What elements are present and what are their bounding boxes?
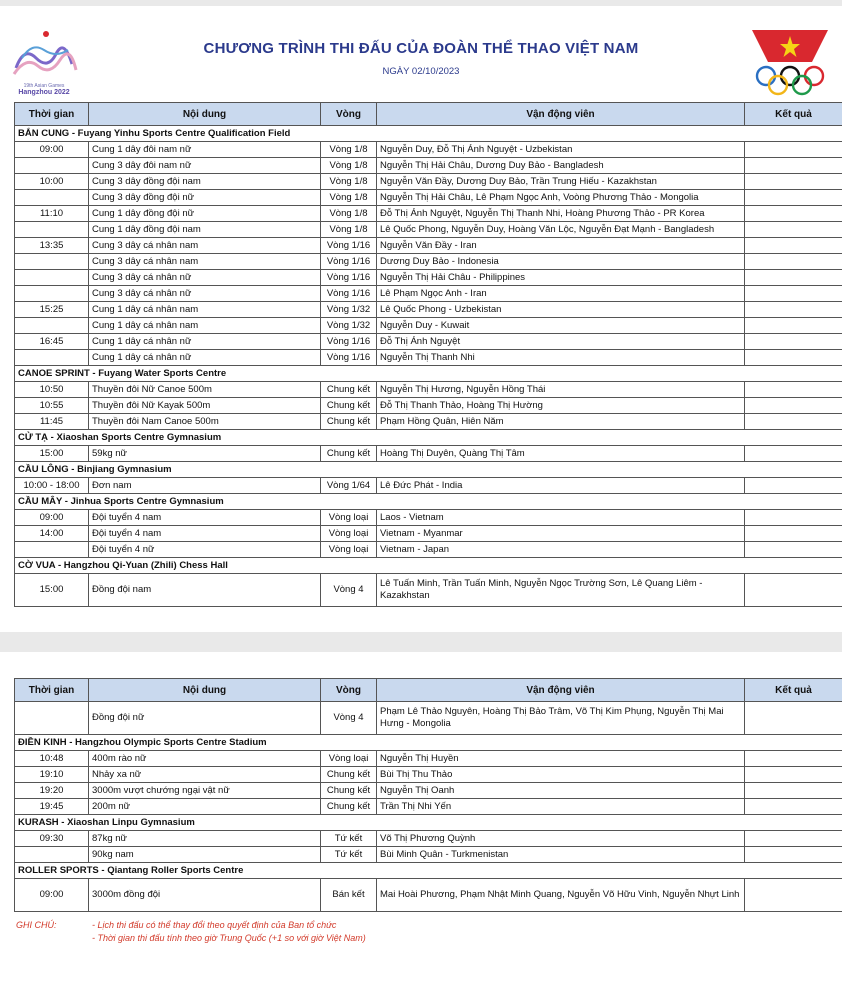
round-cell: Vòng 1/8 [321, 158, 377, 174]
event-cell: Cung 3 dây đồng đội nam [89, 174, 321, 190]
round-cell: Vòng 1/8 [321, 206, 377, 222]
section-title: CỜ VUA - Hangzhou Qi-Yuan (Zhili) Chess Hall [15, 558, 842, 574]
time-cell [15, 847, 89, 863]
time-cell: 11:10 [15, 206, 89, 222]
time-cell [15, 702, 89, 735]
event-cell: 3000m vượt chướng ngại vật nữ [89, 783, 321, 799]
section-row [15, 430, 842, 446]
event-cell: Đội tuyển 4 nam [89, 526, 321, 542]
section-row [15, 366, 842, 382]
result-cell [745, 446, 842, 462]
table-row [15, 879, 842, 912]
round-cell: Vòng 1/8 [321, 190, 377, 206]
table-row [15, 334, 842, 350]
round-cell: Chung kết [321, 414, 377, 430]
table-row [15, 158, 842, 174]
result-cell [745, 526, 842, 542]
section-title: ĐIỀN KINH - Hangzhou Olympic Sports Centre Stadium [15, 735, 842, 751]
section-row [15, 815, 842, 831]
event-cell: 400m rào nữ [89, 751, 321, 767]
event-cell: Đồng đội nam [89, 574, 321, 607]
event-cell: Cung 3 dây cá nhân nữ [89, 286, 321, 302]
result-cell [745, 478, 842, 494]
event-cell: Cung 1 dây cá nhân nam [89, 302, 321, 318]
table-row [15, 382, 842, 398]
round-cell: Chung kết [321, 783, 377, 799]
athletes-cell: Lê Phạm Ngọc Anh - Iran [377, 286, 745, 302]
round-cell: Vòng 1/16 [321, 286, 377, 302]
round-cell: Vòng loại [321, 510, 377, 526]
athletes-cell: Trần Thị Nhi Yến [377, 799, 745, 815]
athletes-cell: Nguyễn Văn Đầy, Dương Duy Bảo, Trần Trung Hiếu - Kazakhstan [377, 174, 745, 190]
schedule-page-2 [0, 652, 842, 984]
table-header-row [15, 103, 842, 126]
time-cell: 09:30 [15, 831, 89, 847]
round-cell: Vòng loại [321, 542, 377, 558]
event-cell: 59kg nữ [89, 446, 321, 462]
event-cell: Cung 3 dây cá nhân nam [89, 254, 321, 270]
schedule-table-2 [14, 678, 842, 912]
result-cell [745, 174, 842, 190]
round-cell: Chung kết [321, 446, 377, 462]
section-row [15, 462, 842, 478]
round-cell: Chung kết [321, 767, 377, 783]
table-row [15, 702, 842, 735]
result-cell [745, 302, 842, 318]
table-header-row [15, 679, 842, 702]
event-cell: 200m nữ [89, 799, 321, 815]
round-cell: Vòng 1/16 [321, 238, 377, 254]
time-cell [15, 350, 89, 366]
section-title: ROLLER SPORTS - Qiantang Roller Sports Centre [15, 863, 842, 879]
vietnam-olympic-logo [750, 28, 830, 100]
athletes-cell: Đỗ Thị Thanh Thảo, Hoàng Thị Hường [377, 398, 745, 414]
time-cell: 19:20 [15, 783, 89, 799]
time-cell: 09:00 [15, 142, 89, 158]
athletes-cell: Bùi Minh Quân - Turkmenistan [377, 847, 745, 863]
time-cell [15, 270, 89, 286]
time-cell [15, 286, 89, 302]
event-cell: Thuyền đôi Nam Canoe 500m [89, 414, 321, 430]
note-line: - Thời gian thi đấu tính theo giờ Trung Quốc (+1 so với giờ Việt Nam) [92, 933, 366, 943]
time-cell [15, 222, 89, 238]
table-row [15, 478, 842, 494]
athletes-cell: Lê Đức Phát - India [377, 478, 745, 494]
column-header: Vận động viên [377, 103, 745, 126]
result-cell [745, 879, 842, 912]
event-cell: Cung 1 dây cá nhân nữ [89, 350, 321, 366]
event-cell: Thuyền đôi Nữ Kayak 500m [89, 398, 321, 414]
result-cell [745, 783, 842, 799]
table-row [15, 751, 842, 767]
table-row [15, 398, 842, 414]
time-cell: 11:45 [15, 414, 89, 430]
athletes-cell: Laos - Vietnam [377, 510, 745, 526]
logo-year: Hangzhou 2022 [18, 89, 70, 96]
result-cell [745, 158, 842, 174]
section-title: CẦU LÔNG - Binjiang Gymnasium [15, 462, 842, 478]
time-cell: 15:25 [15, 302, 89, 318]
time-cell: 09:00 [15, 879, 89, 912]
athletes-cell: Nguyễn Thị Hải Châu - Philippines [377, 270, 745, 286]
result-cell [745, 751, 842, 767]
column-header: Thời gian [15, 103, 89, 126]
result-cell [745, 334, 842, 350]
round-cell: Vòng 1/32 [321, 318, 377, 334]
result-cell [745, 286, 842, 302]
round-cell: Tứ kết [321, 847, 377, 863]
column-header: Vòng [321, 679, 377, 702]
result-cell [745, 142, 842, 158]
event-cell: Đội tuyển 4 nữ [89, 542, 321, 558]
event-cell: Thuyền đôi Nữ Canoe 500m [89, 382, 321, 398]
time-cell [15, 158, 89, 174]
column-header: Kết quả [745, 103, 842, 126]
athletes-cell: Lê Quốc Phong - Uzbekistan [377, 302, 745, 318]
athletes-cell: Hoàng Thị Duyên, Quàng Thị Tâm [377, 446, 745, 462]
athletes-cell: Lê Tuấn Minh, Trần Tuấn Minh, Nguyễn Ngọc Trường Sơn, Lê Quang Liêm - Kazakhstan [377, 574, 745, 607]
round-cell: Chung kết [321, 382, 377, 398]
result-cell [745, 254, 842, 270]
result-cell [745, 767, 842, 783]
table-row [15, 574, 842, 607]
athletes-cell: Vietnam - Japan [377, 542, 745, 558]
table-row [15, 270, 842, 286]
event-cell: 90kg nam [89, 847, 321, 863]
table-row [15, 238, 842, 254]
result-cell [745, 270, 842, 286]
time-cell: 14:00 [15, 526, 89, 542]
athletes-cell: Võ Thị Phương Quỳnh [377, 831, 745, 847]
section-row [15, 494, 842, 510]
column-header: Thời gian [15, 679, 89, 702]
time-cell: 15:00 [15, 446, 89, 462]
round-cell: Vòng 1/32 [321, 302, 377, 318]
round-cell: Vòng 4 [321, 702, 377, 735]
note-line: - Lịch thi đấu có thể thay đổi theo quyết định của Ban tổ chức [92, 920, 337, 930]
result-cell [745, 414, 842, 430]
schedule-page-1 [0, 6, 842, 632]
result-cell [745, 398, 842, 414]
table-row [15, 542, 842, 558]
round-cell: Vòng 1/64 [321, 478, 377, 494]
table-row [15, 414, 842, 430]
event-cell: Cung 3 dây đồng đội nữ [89, 190, 321, 206]
athletes-cell: Nguyễn Thị Hải Châu, Lê Phạm Ngọc Anh, Voòng Phương Thảo - Mongolia [377, 190, 745, 206]
athletes-cell: Nguyễn Văn Đầy - Iran [377, 238, 745, 254]
round-cell: Vòng 1/8 [321, 222, 377, 238]
event-cell: Đồng đội nữ [89, 702, 321, 735]
event-cell: Cung 1 dây đôi nam nữ [89, 142, 321, 158]
round-cell: Vòng 4 [321, 574, 377, 607]
time-cell: 19:10 [15, 767, 89, 783]
time-cell: 10:00 - 18:00 [15, 478, 89, 494]
athletes-cell: Vietnam - Myanmar [377, 526, 745, 542]
time-cell: 15:00 [15, 574, 89, 607]
column-header: Nội dung [89, 679, 321, 702]
time-cell [15, 318, 89, 334]
table-row [15, 350, 842, 366]
result-cell [745, 799, 842, 815]
event-cell: Đội tuyển 4 nam [89, 510, 321, 526]
event-cell: Cung 1 dây cá nhân nam [89, 318, 321, 334]
result-cell [745, 238, 842, 254]
event-cell: 87kg nữ [89, 831, 321, 847]
table-row [15, 286, 842, 302]
section-row [15, 735, 842, 751]
round-cell: Vòng 1/8 [321, 142, 377, 158]
olympic-rings-flag-icon [750, 28, 830, 100]
page-header [0, 6, 842, 98]
section-row [15, 558, 842, 574]
round-cell: Vòng 1/16 [321, 254, 377, 270]
table-row [15, 206, 842, 222]
event-cell: Cung 3 dây đôi nam nữ [89, 158, 321, 174]
round-cell: Bán kết [321, 879, 377, 912]
round-cell: Vòng loại [321, 751, 377, 767]
time-cell [15, 542, 89, 558]
section-row [15, 863, 842, 879]
round-cell: Vòng 1/16 [321, 350, 377, 366]
time-cell: 10:55 [15, 398, 89, 414]
logo-caption: 19th Asian Games [23, 83, 65, 89]
section-title: CANOE SPRINT - Fuyang Water Sports Centre [15, 366, 842, 382]
table-row [15, 190, 842, 206]
athletes-cell: Bùi Thị Thu Thảo [377, 767, 745, 783]
event-cell: 3000m đồng đội [89, 879, 321, 912]
athletes-cell: Nguyễn Duy - Kuwait [377, 318, 745, 334]
section-row [15, 126, 842, 142]
table-row [15, 831, 842, 847]
time-cell: 10:48 [15, 751, 89, 767]
event-cell: Cung 1 dây cá nhân nữ [89, 334, 321, 350]
athletes-cell: Nguyễn Thị Huyền [377, 751, 745, 767]
time-cell: 13:35 [15, 238, 89, 254]
event-cell: Đơn nam [89, 478, 321, 494]
result-cell [745, 382, 842, 398]
result-cell [745, 318, 842, 334]
round-cell: Chung kết [321, 799, 377, 815]
result-cell [745, 350, 842, 366]
time-cell [15, 190, 89, 206]
athletes-cell: Nguyễn Duy, Đỗ Thị Ánh Nguyệt - Uzbekistan [377, 142, 745, 158]
time-cell: 16:45 [15, 334, 89, 350]
round-cell: Vòng 1/16 [321, 334, 377, 350]
page-date: NGÀY 02/10/2023 [382, 66, 460, 77]
time-cell: 19:45 [15, 799, 89, 815]
column-header: Kết quả [745, 679, 842, 702]
result-cell [745, 222, 842, 238]
result-cell [745, 831, 842, 847]
schedule-table-1 [14, 102, 842, 607]
time-cell: 09:00 [15, 510, 89, 526]
time-cell: 10:00 [15, 174, 89, 190]
athletes-cell: Lê Quốc Phong, Nguyễn Duy, Hoàng Văn Lộc, Nguyễn Đạt Mạnh - Bangladesh [377, 222, 745, 238]
column-header: Nội dung [89, 103, 321, 126]
result-cell [745, 190, 842, 206]
table-row [15, 767, 842, 783]
table-row [15, 254, 842, 270]
table-row [15, 318, 842, 334]
event-cell: Cung 1 dây đồng đội nữ [89, 206, 321, 222]
table-row [15, 799, 842, 815]
section-title: CẦU MÂY - Jinhua Sports Centre Gymnasium [15, 494, 842, 510]
athletes-cell: Mai Hoài Phương, Phạm Nhật Minh Quang, Nguyễn Võ Hữu Vinh, Nguyễn Nhựt Linh [377, 879, 745, 912]
result-cell [745, 206, 842, 222]
athletes-cell: Đỗ Thị Ánh Nguyệt [377, 334, 745, 350]
round-cell: Vòng 1/16 [321, 270, 377, 286]
athletes-cell: Nguyễn Thị Hải Châu, Dương Duy Bảo - Bangladesh [377, 158, 745, 174]
table-row [15, 783, 842, 799]
round-cell: Chung kết [321, 398, 377, 414]
athletes-cell: Nguyễn Thị Thanh Nhi [377, 350, 745, 366]
page-title: CHƯƠNG TRÌNH THI ĐẤU CỦA ĐOÀN THỂ THAO VIỆT NAM [203, 40, 639, 57]
table-row [15, 142, 842, 158]
table-row [15, 446, 842, 462]
notes-label: GHI CHÚ: [16, 920, 57, 930]
time-cell [15, 254, 89, 270]
event-cell: Cung 3 dây cá nhân nữ [89, 270, 321, 286]
athletes-cell: Nguyễn Thị Hương, Nguyễn Hồng Thái [377, 382, 745, 398]
section-title: BẮN CUNG - Fuyang Yinhu Sports Centre Qualification Field [15, 126, 842, 142]
result-cell [745, 702, 842, 735]
column-header: Vòng [321, 103, 377, 126]
round-cell: Tứ kết [321, 831, 377, 847]
section-title: CỬ TẠ - Xiaoshan Sports Centre Gymnasium [15, 430, 842, 446]
event-cell: Cung 3 dây cá nhân nam [89, 238, 321, 254]
round-cell: Vòng 1/8 [321, 174, 377, 190]
result-cell [745, 542, 842, 558]
table-row [15, 302, 842, 318]
table-row [15, 510, 842, 526]
table-row [15, 174, 842, 190]
result-cell [745, 847, 842, 863]
time-cell: 10:50 [15, 382, 89, 398]
athletes-cell: Nguyễn Thị Oanh [377, 783, 745, 799]
table-row [15, 847, 842, 863]
table-row [15, 222, 842, 238]
event-cell: Nhảy xa nữ [89, 767, 321, 783]
athletes-cell: Đỗ Thị Ánh Nguyệt, Nguyễn Thị Thanh Nhi, Hoàng Phương Thảo - PR Korea [377, 206, 745, 222]
result-cell [745, 574, 842, 607]
column-header: Vận động viên [377, 679, 745, 702]
athletes-cell: Phạm Hồng Quân, Hiên Năm [377, 414, 745, 430]
table-row [15, 526, 842, 542]
event-cell: Cung 1 dây đồng đội nam [89, 222, 321, 238]
result-cell [745, 510, 842, 526]
athletes-cell: Phạm Lê Thảo Nguyên, Hoàng Thị Bảo Trâm, Võ Thị Kim Phụng, Nguyễn Thị Mai Hưng - Mongolia [377, 702, 745, 735]
athletes-cell: Dương Duy Bảo - Indonesia [377, 254, 745, 270]
round-cell: Vòng loại [321, 526, 377, 542]
section-title: KURASH - Xiaoshan Linpu Gymnasium [15, 815, 842, 831]
